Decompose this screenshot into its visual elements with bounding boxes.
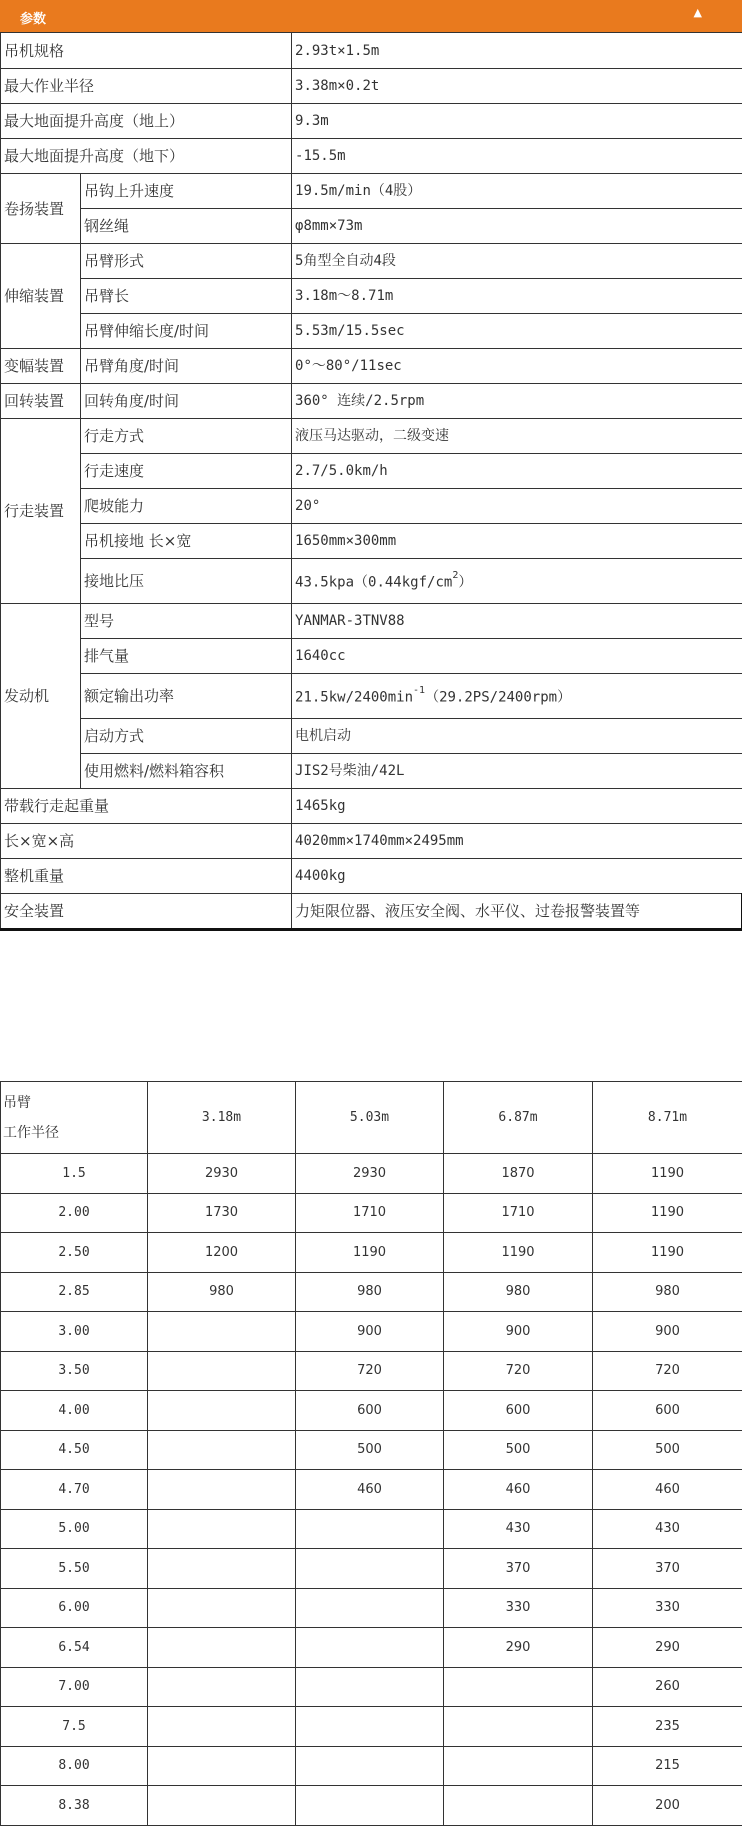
load-table-row (1, 1588, 742, 1628)
load-value-cell (148, 1707, 296, 1747)
spec-label: 接地比压 (81, 559, 292, 604)
spec-value-tail: （29.2PS/2400rpm） (425, 690, 571, 706)
load-value-cell: 460 (593, 1470, 742, 1510)
load-value-cell: 900 (296, 1312, 444, 1352)
radius-cell: 4.00 (1, 1391, 148, 1431)
load-value-cell: 980 (296, 1272, 444, 1312)
load-value-cell (296, 1746, 444, 1786)
load-table-row (1, 1430, 742, 1470)
spec-row (1, 719, 742, 754)
load-chart-table (0, 1081, 742, 1826)
spec-value: 1640cc (292, 639, 742, 674)
spec-row (1, 454, 742, 489)
spec-row (1, 384, 742, 419)
load-table-row (1, 1154, 742, 1194)
load-value-cell (148, 1509, 296, 1549)
spec-row (1, 754, 742, 789)
load-value-cell: 1710 (444, 1193, 593, 1233)
spec-value: 19.5m/min（4股） (292, 174, 742, 209)
load-value-cell (296, 1509, 444, 1549)
load-value-cell (444, 1707, 593, 1747)
spec-value: 0°～80°/11sec (292, 349, 742, 384)
spec-label: 最大作业半径 (1, 69, 292, 104)
spec-value: 3.18m～8.71m (292, 279, 742, 314)
spec-row (1, 559, 742, 604)
load-value-cell: 260 (593, 1667, 742, 1707)
load-value-cell: 1190 (593, 1154, 742, 1194)
spec-label: 长×宽×高 (1, 824, 292, 859)
spec-label: 爬坡能力 (81, 489, 292, 524)
load-value-cell (148, 1470, 296, 1510)
spec-value: 5角型全自动4段 (292, 244, 742, 279)
spec-value: 5.53m/15.5sec (292, 314, 742, 349)
radius-cell: 6.00 (1, 1588, 148, 1628)
boom-label: 吊臂 (3, 1088, 147, 1118)
radius-cell: 1.5 (1, 1154, 148, 1194)
spec-label: 吊臂形式 (81, 244, 292, 279)
load-value-cell: 430 (444, 1509, 593, 1549)
load-value-cell: 290 (593, 1628, 742, 1668)
spec-label: 吊机规格 (1, 33, 292, 69)
spec-group-label: 回转装置 (1, 384, 81, 419)
spec-value: φ8mm×73m (292, 209, 742, 244)
load-value-cell: 215 (593, 1746, 742, 1786)
load-value-cell (296, 1667, 444, 1707)
load-table-row (1, 1391, 742, 1431)
radius-label: 工作半径 (3, 1118, 147, 1148)
load-table-row (1, 1746, 742, 1786)
spec-label: 型号 (81, 604, 292, 639)
load-value-cell: 500 (593, 1430, 742, 1470)
spec-value: 1465kg (292, 789, 742, 824)
load-value-cell: 900 (444, 1312, 593, 1352)
radius-cell: 7.00 (1, 1667, 148, 1707)
boom-length-header: 5.03m (296, 1082, 444, 1154)
load-value-cell (296, 1549, 444, 1589)
spec-row (1, 174, 742, 209)
radius-cell: 3.00 (1, 1312, 148, 1352)
spec-row (1, 69, 742, 104)
load-table-body (1, 1154, 742, 1826)
spec-group-label: 行走装置 (1, 419, 81, 604)
spec-value: 2.7/5.0km/h (292, 454, 742, 489)
load-value-cell (148, 1549, 296, 1589)
spec-label: 钢丝绳 (81, 209, 292, 244)
spec-value-superscript: 2 (452, 570, 458, 581)
radius-cell: 3.50 (1, 1351, 148, 1391)
spec-group-label: 变幅装置 (1, 349, 81, 384)
load-corner-cell (1, 1082, 148, 1154)
load-table-row (1, 1312, 742, 1352)
radius-cell: 4.50 (1, 1430, 148, 1470)
load-table-row (1, 1786, 742, 1826)
load-value-cell (296, 1588, 444, 1628)
spec-label: 最大地面提升高度（地下） (1, 139, 292, 174)
spec-value-tail: ） (458, 575, 472, 591)
spec-value: 4400kg (292, 859, 742, 894)
load-value-cell (296, 1628, 444, 1668)
load-value-cell (148, 1786, 296, 1826)
spec-label: 回转角度/时间 (81, 384, 292, 419)
load-value-cell: 370 (593, 1549, 742, 1589)
spec-label: 带载行走起重量 (1, 789, 292, 824)
spec-value: -15.5m (292, 139, 742, 174)
spec-row (1, 209, 742, 244)
spec-value: 3.38m×0.2t (292, 69, 742, 104)
spec-label: 最大地面提升高度（地上） (1, 104, 292, 139)
load-value-cell: 290 (444, 1628, 593, 1668)
spec-row (1, 789, 742, 824)
boom-length-header: 6.87m (444, 1082, 593, 1154)
spec-row (1, 894, 742, 930)
load-table-row (1, 1351, 742, 1391)
spec-label: 吊钩上升速度 (81, 174, 292, 209)
spec-label: 吊臂角度/时间 (81, 349, 292, 384)
spec-row (1, 824, 742, 859)
spec-group-label: 伸缩装置 (1, 244, 81, 349)
section-header[interactable] (0, 0, 742, 32)
spec-label: 使用燃料/燃料箱容积 (81, 754, 292, 789)
spec-row (1, 314, 742, 349)
load-value-cell: 370 (444, 1549, 593, 1589)
load-value-cell: 1710 (296, 1193, 444, 1233)
radius-cell: 7.5 (1, 1707, 148, 1747)
load-table-row (1, 1628, 742, 1668)
load-table-row (1, 1470, 742, 1510)
load-value-cell (148, 1312, 296, 1352)
spec-value: 1650mm×300mm (292, 524, 742, 559)
load-value-cell: 500 (296, 1430, 444, 1470)
load-table-row (1, 1667, 742, 1707)
load-value-cell: 980 (444, 1272, 593, 1312)
load-value-cell (444, 1786, 593, 1826)
load-table-row (1, 1272, 742, 1312)
load-value-cell: 600 (593, 1391, 742, 1431)
load-value-cell (148, 1391, 296, 1431)
load-value-cell (444, 1746, 593, 1786)
spec-group-label: 卷扬装置 (1, 174, 81, 244)
radius-cell: 8.00 (1, 1746, 148, 1786)
spec-value: YANMAR-3TNV88 (292, 604, 742, 639)
spec-value: 电机启动 (292, 719, 742, 754)
load-value-cell: 1190 (444, 1233, 593, 1273)
spec-value (292, 559, 742, 604)
load-value-cell: 460 (296, 1470, 444, 1510)
load-value-cell: 1200 (148, 1233, 296, 1273)
load-table-row (1, 1509, 742, 1549)
spec-row (1, 639, 742, 674)
spec-label: 吊机接地 长×宽 (81, 524, 292, 559)
load-value-cell: 330 (444, 1588, 593, 1628)
load-value-cell (148, 1351, 296, 1391)
spec-row (1, 489, 742, 524)
spec-value: 360° 连续/2.5rpm (292, 384, 742, 419)
spec-label: 吊臂伸缩长度/时间 (81, 314, 292, 349)
load-value-cell: 1190 (593, 1233, 742, 1273)
spec-value (292, 674, 742, 719)
load-value-cell: 720 (444, 1351, 593, 1391)
load-value-cell (148, 1588, 296, 1628)
spec-row (1, 674, 742, 719)
spec-row (1, 33, 742, 69)
load-table-row (1, 1233, 742, 1273)
spec-value-main: 21.5kw/2400min (295, 690, 413, 706)
spec-value-main: 43.5kpa（0.44kgf/cm (295, 575, 452, 591)
spec-row (1, 419, 742, 454)
radius-cell: 2.50 (1, 1233, 148, 1273)
spec-value: 4020mm×1740mm×2495mm (292, 824, 742, 859)
spec-group-label: 发动机 (1, 604, 81, 789)
load-value-cell (148, 1628, 296, 1668)
load-value-cell: 235 (593, 1707, 742, 1747)
spec-value: 2.93t×1.5m (292, 33, 742, 69)
spec-label: 额定输出功率 (81, 674, 292, 719)
spec-table (0, 32, 742, 931)
spec-label: 安全装置 (1, 894, 292, 930)
spec-row (1, 859, 742, 894)
load-value-cell: 720 (296, 1351, 444, 1391)
spec-row (1, 139, 742, 174)
spec-label: 整机重量 (1, 859, 292, 894)
load-value-cell (296, 1786, 444, 1826)
radius-cell: 5.00 (1, 1509, 148, 1549)
load-value-cell (296, 1707, 444, 1747)
boom-length-header: 8.71m (593, 1082, 742, 1154)
radius-cell: 2.85 (1, 1272, 148, 1312)
load-header-row (1, 1082, 742, 1154)
load-value-cell: 1870 (444, 1154, 593, 1194)
load-value-cell: 1190 (593, 1193, 742, 1233)
radius-cell: 5.50 (1, 1549, 148, 1589)
load-value-cell: 1730 (148, 1193, 296, 1233)
load-value-cell: 430 (593, 1509, 742, 1549)
load-table-row (1, 1707, 742, 1747)
load-value-cell: 600 (444, 1391, 593, 1431)
load-value-cell: 500 (444, 1430, 593, 1470)
spec-row (1, 244, 742, 279)
spec-label: 吊臂长 (81, 279, 292, 314)
collapse-arrow-icon[interactable]: ▲ (694, 6, 702, 19)
spec-label: 排气量 (81, 639, 292, 674)
load-value-cell: 460 (444, 1470, 593, 1510)
load-value-cell: 2930 (148, 1154, 296, 1194)
load-value-cell (148, 1667, 296, 1707)
spec-value: JIS2号柴油/42L (292, 754, 742, 789)
spec-row (1, 604, 742, 639)
spec-row (1, 104, 742, 139)
load-value-cell (148, 1430, 296, 1470)
spec-row (1, 349, 742, 384)
radius-cell: 8.38 (1, 1786, 148, 1826)
load-value-cell (444, 1667, 593, 1707)
spec-value: 液压马达驱动，二级变速 (292, 419, 742, 454)
load-table-row (1, 1549, 742, 1589)
spec-value-superscript: -1 (413, 685, 425, 696)
load-value-cell: 980 (148, 1272, 296, 1312)
boom-length-header: 3.18m (148, 1082, 296, 1154)
spec-value: 9.3m (292, 104, 742, 139)
load-value-cell: 900 (593, 1312, 742, 1352)
load-value-cell: 330 (593, 1588, 742, 1628)
radius-cell: 4.70 (1, 1470, 148, 1510)
load-value-cell (148, 1746, 296, 1786)
spec-row (1, 524, 742, 559)
load-value-cell: 2930 (296, 1154, 444, 1194)
spec-label: 行走方式 (81, 419, 292, 454)
load-value-cell: 600 (296, 1391, 444, 1431)
section-title: 参数 (20, 8, 46, 27)
load-value-cell: 200 (593, 1786, 742, 1826)
spec-value: 20° (292, 489, 742, 524)
spec-label: 启动方式 (81, 719, 292, 754)
radius-cell: 6.54 (1, 1628, 148, 1668)
spec-label: 行走速度 (81, 454, 292, 489)
load-value-cell: 1190 (296, 1233, 444, 1273)
load-table-row (1, 1193, 742, 1233)
load-value-cell: 720 (593, 1351, 742, 1391)
spec-value: 力矩限位器、液压安全阀、水平仪、过卷报警装置等 (292, 894, 742, 930)
spec-row (1, 279, 742, 314)
load-value-cell: 980 (593, 1272, 742, 1312)
radius-cell: 2.00 (1, 1193, 148, 1233)
